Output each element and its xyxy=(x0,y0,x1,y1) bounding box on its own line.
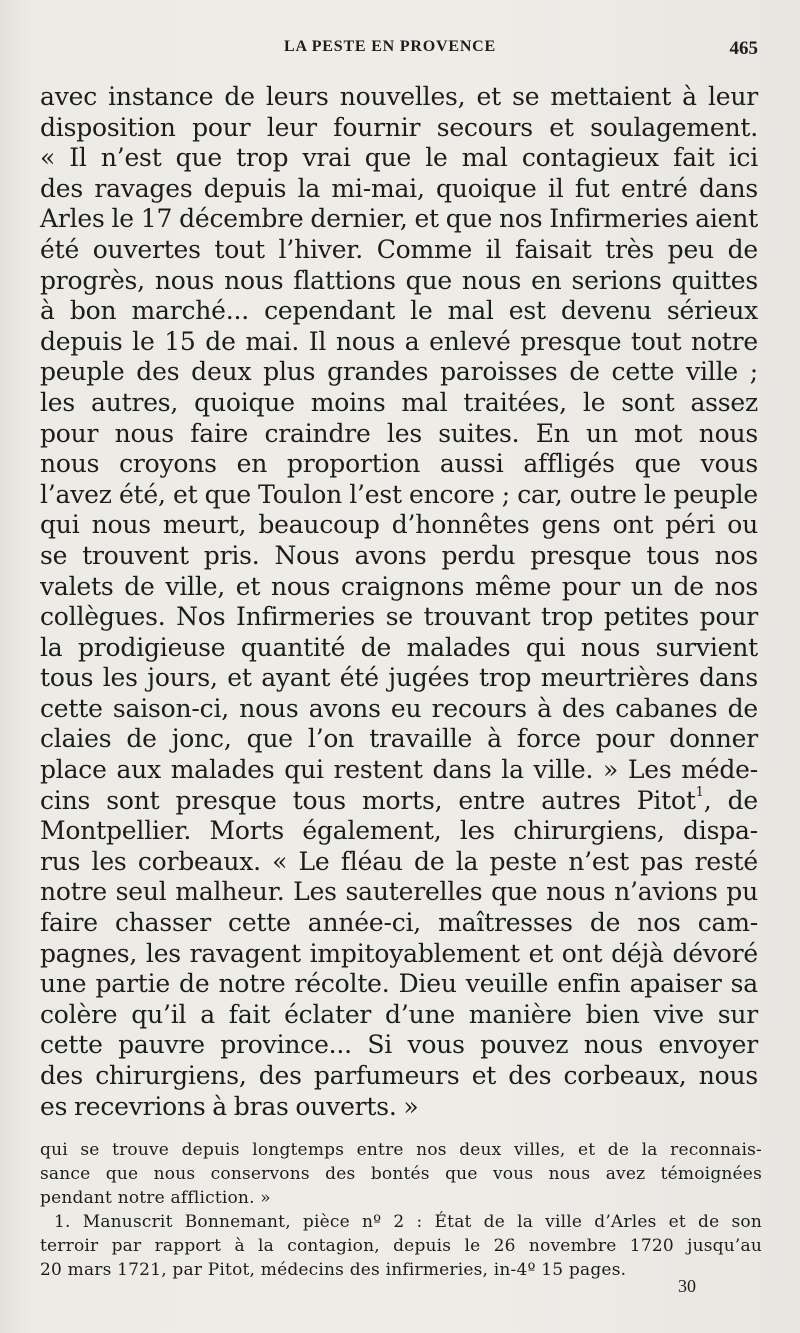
body-line: faire chasser cette année-ci, maîtresses de nos cam- xyxy=(40,908,758,938)
body-line: Arles le 17 décembre dernier, et que nos Infirmeries aient xyxy=(40,204,758,234)
body-line: des chirurgiens, des parfumeurs et des corbeaux, nous xyxy=(40,1061,758,1090)
body-line: progrès, nous nous flattions que nous en serions quittes xyxy=(40,265,758,295)
body-line: notre seul malheur. Les sauterelles que nous n’avions pu xyxy=(40,877,758,907)
body-line: rus les corbeaux. « Le fléau de la peste n’est pas resté xyxy=(40,846,758,876)
body-line: disposition pour leur fournir secours et soulagement. xyxy=(40,112,758,142)
body-line: tous les jours, et ayant été jugées trop meurtrières dans xyxy=(40,663,758,693)
body-line: des ravages depuis la mi-mai, quoique il fut entré dans xyxy=(40,173,758,203)
body-line: cette pauvre province... Si vous pouvez nous envoyer xyxy=(40,1030,758,1060)
page-number: 465 xyxy=(729,38,758,59)
body-text xyxy=(40,82,758,1122)
body-line: avec instance de leurs nouvelles, et se mettaient à leur xyxy=(40,82,758,111)
running-title: LA PESTE EN PROVENCE xyxy=(283,38,497,55)
footnote-line: terroir par rapport à la contagion, depuis le 26 novembre 1720 jusqu’au xyxy=(40,1236,762,1256)
body-line: colère qu’il a fait éclater d’une manière bien vive sur xyxy=(40,999,758,1029)
body-line: la prodigieuse quantité de malades qui nous survient xyxy=(40,632,758,662)
body-line: pour nous faire craindre les suites. En un mot nous xyxy=(40,418,758,448)
footnote-line: qui se trouve depuis longtemps entre nos deux villes, et de la reconnais- xyxy=(40,1140,762,1160)
footnotes xyxy=(40,1138,762,1282)
body-line-tail: , de xyxy=(703,785,758,815)
signature-mark: 30 xyxy=(678,1276,696,1296)
body-line: à bon marché... cependant le mal est devenu sérieux xyxy=(40,296,758,326)
body-line: qui nous meurt, beaucoup d’honnêtes gens ont péri ou xyxy=(40,510,758,540)
footnote-reference: 1 xyxy=(695,784,704,800)
body-line: peuple des deux plus grandes paroisses de cette ville ; xyxy=(40,357,758,387)
body-line: collègues. Nos Infirmeries se trouvant trop petites pour xyxy=(40,602,758,632)
body-line: « Il n’est que trop vrai que le mal contagieux fait ici xyxy=(40,143,758,173)
body-line-text: cins sont presque tous morts, entre autres Pitot xyxy=(40,785,696,815)
body-line: claies de jonc, que l’on travaille à force pour donner xyxy=(40,724,758,754)
body-line-with-note xyxy=(40,786,758,817)
body-line: les autres, quoique moins mal traitées, le sont assez xyxy=(40,387,758,417)
footnote-line: 1. Manuscrit Bonnemant, pièce nº 2 : État de la ville d’Arles et de son xyxy=(54,1212,762,1232)
footnote-line: pendant notre affliction. » xyxy=(40,1188,271,1208)
body-line: Montpellier. Morts également, les chirurgiens, dispa- xyxy=(40,816,758,846)
running-head xyxy=(0,36,800,60)
body-line: cette saison-ci, nous avons eu recours à des cabanes de xyxy=(40,693,758,723)
body-line: se trouvent pris. Nous avons perdu presque tous nos xyxy=(40,540,758,570)
body-line: l’avez été, et que Toulon l’est encore ; car, outre le peuple xyxy=(40,479,758,509)
body-line: depuis le 15 de mai. Il nous a enlevé presque tout notre xyxy=(40,326,758,356)
body-line: es recevrions à bras ouverts. » xyxy=(40,1091,419,1121)
body-line: valets de ville, et nous craignons même pour un de nos xyxy=(40,571,758,601)
body-line: pagnes, les ravagent impitoyablement et ont déjà dévoré xyxy=(40,938,758,968)
footnote-line: 20 mars 1721, par Pitot, médecins des infirmeries, in-4º 15 pages. xyxy=(40,1260,627,1280)
footnote-line: sance que nous conservons des bontés que vous nous avez témoignées xyxy=(40,1164,762,1184)
body-line: une partie de notre récolte. Dieu veuille enfin apaiser sa xyxy=(40,969,758,999)
body-line: place aux malades qui restent dans la ville. » Les méde- xyxy=(40,755,758,785)
body-line: nous croyons en proportion aussi affligés que vous xyxy=(40,449,758,479)
body-line: été ouvertes tout l’hiver. Comme il faisait très peu de xyxy=(40,234,758,264)
